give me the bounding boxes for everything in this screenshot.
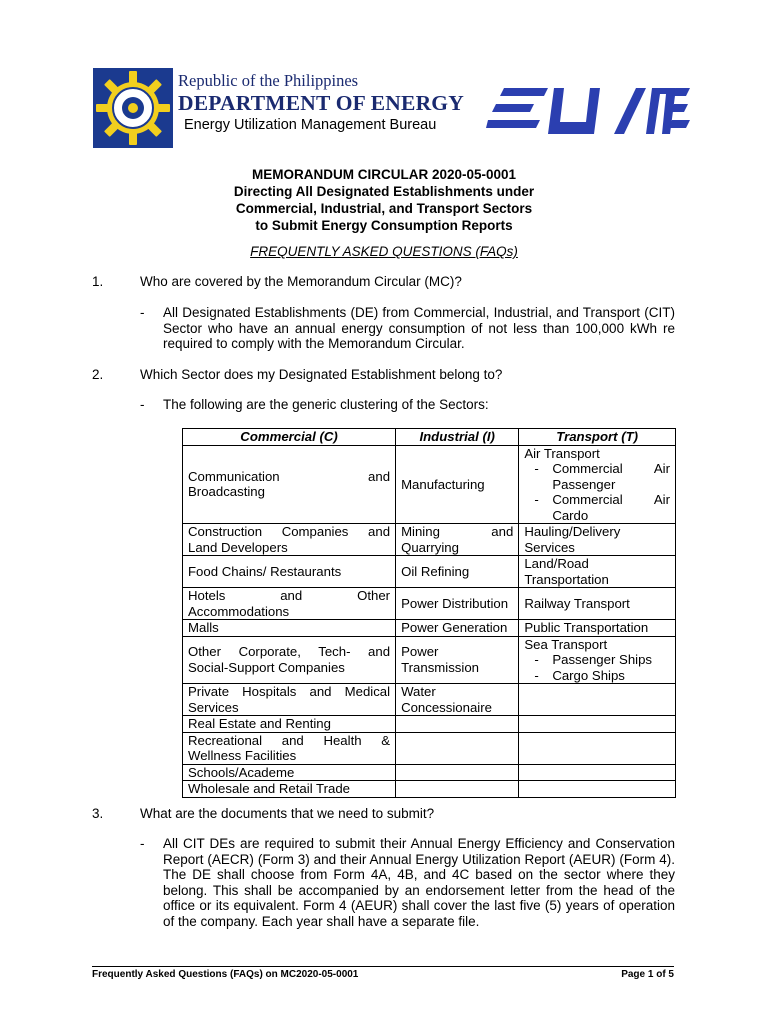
memo-subtitle-2: Commercial, Industrial, and Transport Sectors (235, 201, 533, 216)
cell-text: Passenger Ships (552, 652, 653, 667)
memo-subtitle-3: to Submit Energy Consumption Reports (255, 218, 513, 233)
table-cell: Railway Transport (519, 588, 676, 620)
table-cell (183, 588, 396, 620)
table-row (183, 764, 676, 781)
cell-text: Hotels (188, 588, 226, 603)
table-cell (396, 781, 519, 798)
question-1-text: Who are covered by the Memorandum Circular (MC)? (140, 274, 462, 289)
table-row (183, 732, 676, 764)
table-cell (519, 445, 676, 524)
memo-title-block (0, 166, 768, 234)
table-cell: Construction Companies and Land Developers (183, 524, 396, 556)
table-cell: Malls (183, 620, 396, 637)
memo-subtitle-1: Directing All Designated Establishments under (233, 184, 535, 199)
table-cell: Oil Refining (396, 556, 519, 588)
eumb-logo (486, 84, 690, 138)
cell-text: and (368, 468, 391, 484)
table-cell: Private Hospitals and Medical Services (183, 684, 396, 716)
answer-1-dash: - (140, 305, 145, 320)
republic-label: Republic of the Philippines (178, 71, 359, 90)
list-dash: - (534, 652, 539, 667)
cell-text: Sea Transport (524, 636, 608, 652)
question-3-text: What are the documents that we need to submit? (140, 806, 435, 821)
table-row (183, 445, 676, 524)
department-name: DEPARTMENT OF ENERGY (178, 91, 464, 115)
table-cell (519, 732, 676, 764)
cell-text: Air Transport (524, 445, 600, 461)
table-cell (396, 764, 519, 781)
table-cell: Manufacturing (396, 445, 519, 524)
table-row (183, 524, 676, 556)
bureau-name: Energy Utilization Management Bureau (184, 117, 437, 133)
question-number: 1. (92, 274, 104, 289)
cell-text: and (280, 588, 303, 603)
cell-text: Commercial Air Passenger (552, 461, 670, 492)
table-row (183, 588, 676, 620)
table-cell: Power Transmission (396, 636, 519, 684)
table-cell (519, 764, 676, 781)
table-row (183, 556, 676, 588)
header-text (178, 72, 464, 134)
table-cell: Hauling/Delivery Services (519, 524, 676, 556)
table-cell: Land/Road Transportation (519, 556, 676, 588)
table-row (183, 684, 676, 716)
cell-text: and (491, 524, 514, 539)
answer-2-text: The following are the generic clustering of the Sectors: (163, 397, 489, 412)
question-2-text: Which Sector does my Designated Establishment belong to? (140, 367, 503, 382)
table-cell (519, 684, 676, 716)
page-footer (92, 966, 674, 980)
footer-title: Frequently Asked Questions (FAQs) on MC2020-05-0001 (92, 969, 359, 980)
sectors-table (182, 428, 676, 798)
header-transport: Transport (T) (519, 429, 676, 446)
table-cell (519, 716, 676, 733)
answer-3-text: All CIT DEs are required to submit their Annual Energy Efficiency and Conservation Report (AECR) (Form 3) and their Annual Energy Utilization Report (AEUR) (Form 4). The DE shall choose from Form 4A, 4B, and 4C based on the sector where they belong. This shall be accompanied by an endorsement letter from the head of the office or its equivalent. Form 4 (AEUR) shall cover the last five (5) years of operation of the company. Each year shall have a separate file. (163, 836, 675, 929)
list-dash: - (534, 492, 539, 507)
answer-2-dash: - (140, 397, 145, 412)
cell-text: Quarrying (401, 539, 459, 555)
table-cell (396, 716, 519, 733)
cell-text: Accommodations (188, 603, 290, 619)
table-cell: Power Distribution (396, 588, 519, 620)
page-number: Page 1 of 5 (621, 969, 674, 980)
table-cell: Other Corporate, Tech- and Social-Support Companies (183, 636, 396, 684)
memo-number: MEMORANDUM CIRCULAR 2020-05-0001 (251, 167, 517, 182)
table-cell (183, 445, 396, 524)
table-cell: Public Transportation (519, 620, 676, 637)
list-dash: - (534, 667, 539, 683)
table-row (183, 636, 676, 684)
table-cell (519, 636, 676, 684)
table-cell: Water Concessionaire (396, 684, 519, 716)
table-row (183, 620, 676, 637)
table-header-row (183, 429, 676, 446)
table-cell: Schools/Academe (183, 764, 396, 781)
answer-1-text: All Designated Establishments (DE) from Commercial, Industrial, and Transport (CIT) Sector who have an annual energy consumption of not less than 100,000 kWh re required to comply with the Memorandum Circular. (163, 305, 675, 352)
table-cell (519, 781, 676, 798)
cell-text: Commercial Air Cardo (552, 492, 670, 523)
cell-text: Communication (188, 468, 280, 484)
cell-text: Mining (401, 524, 440, 539)
table-cell: Food Chains/ Restaurants (183, 556, 396, 588)
question-number: 2. (92, 367, 104, 382)
cell-text: Cargo Ships (552, 667, 625, 683)
table-cell: Wholesale and Retail Trade (183, 781, 396, 798)
answer-3-dash: - (140, 836, 145, 851)
doe-seal-logo (93, 68, 173, 148)
header-commercial: Commercial (C) (183, 429, 396, 446)
table-row (183, 716, 676, 733)
table-cell: Real Estate and Renting (183, 716, 396, 733)
table-cell (396, 732, 519, 764)
table-cell (396, 524, 519, 556)
header-industrial: Industrial (I) (396, 429, 519, 446)
list-dash: - (534, 461, 539, 476)
cell-text: Other (357, 588, 391, 603)
cell-text: Broadcasting (188, 484, 265, 500)
table-cell: Recreational and Health & Wellness Facilities (183, 732, 396, 764)
table-row (183, 781, 676, 798)
faq-heading: FREQUENTLY ASKED QUESTIONS (FAQs) (250, 244, 518, 259)
table-cell: Power Generation (396, 620, 519, 637)
question-number: 3. (92, 806, 104, 821)
